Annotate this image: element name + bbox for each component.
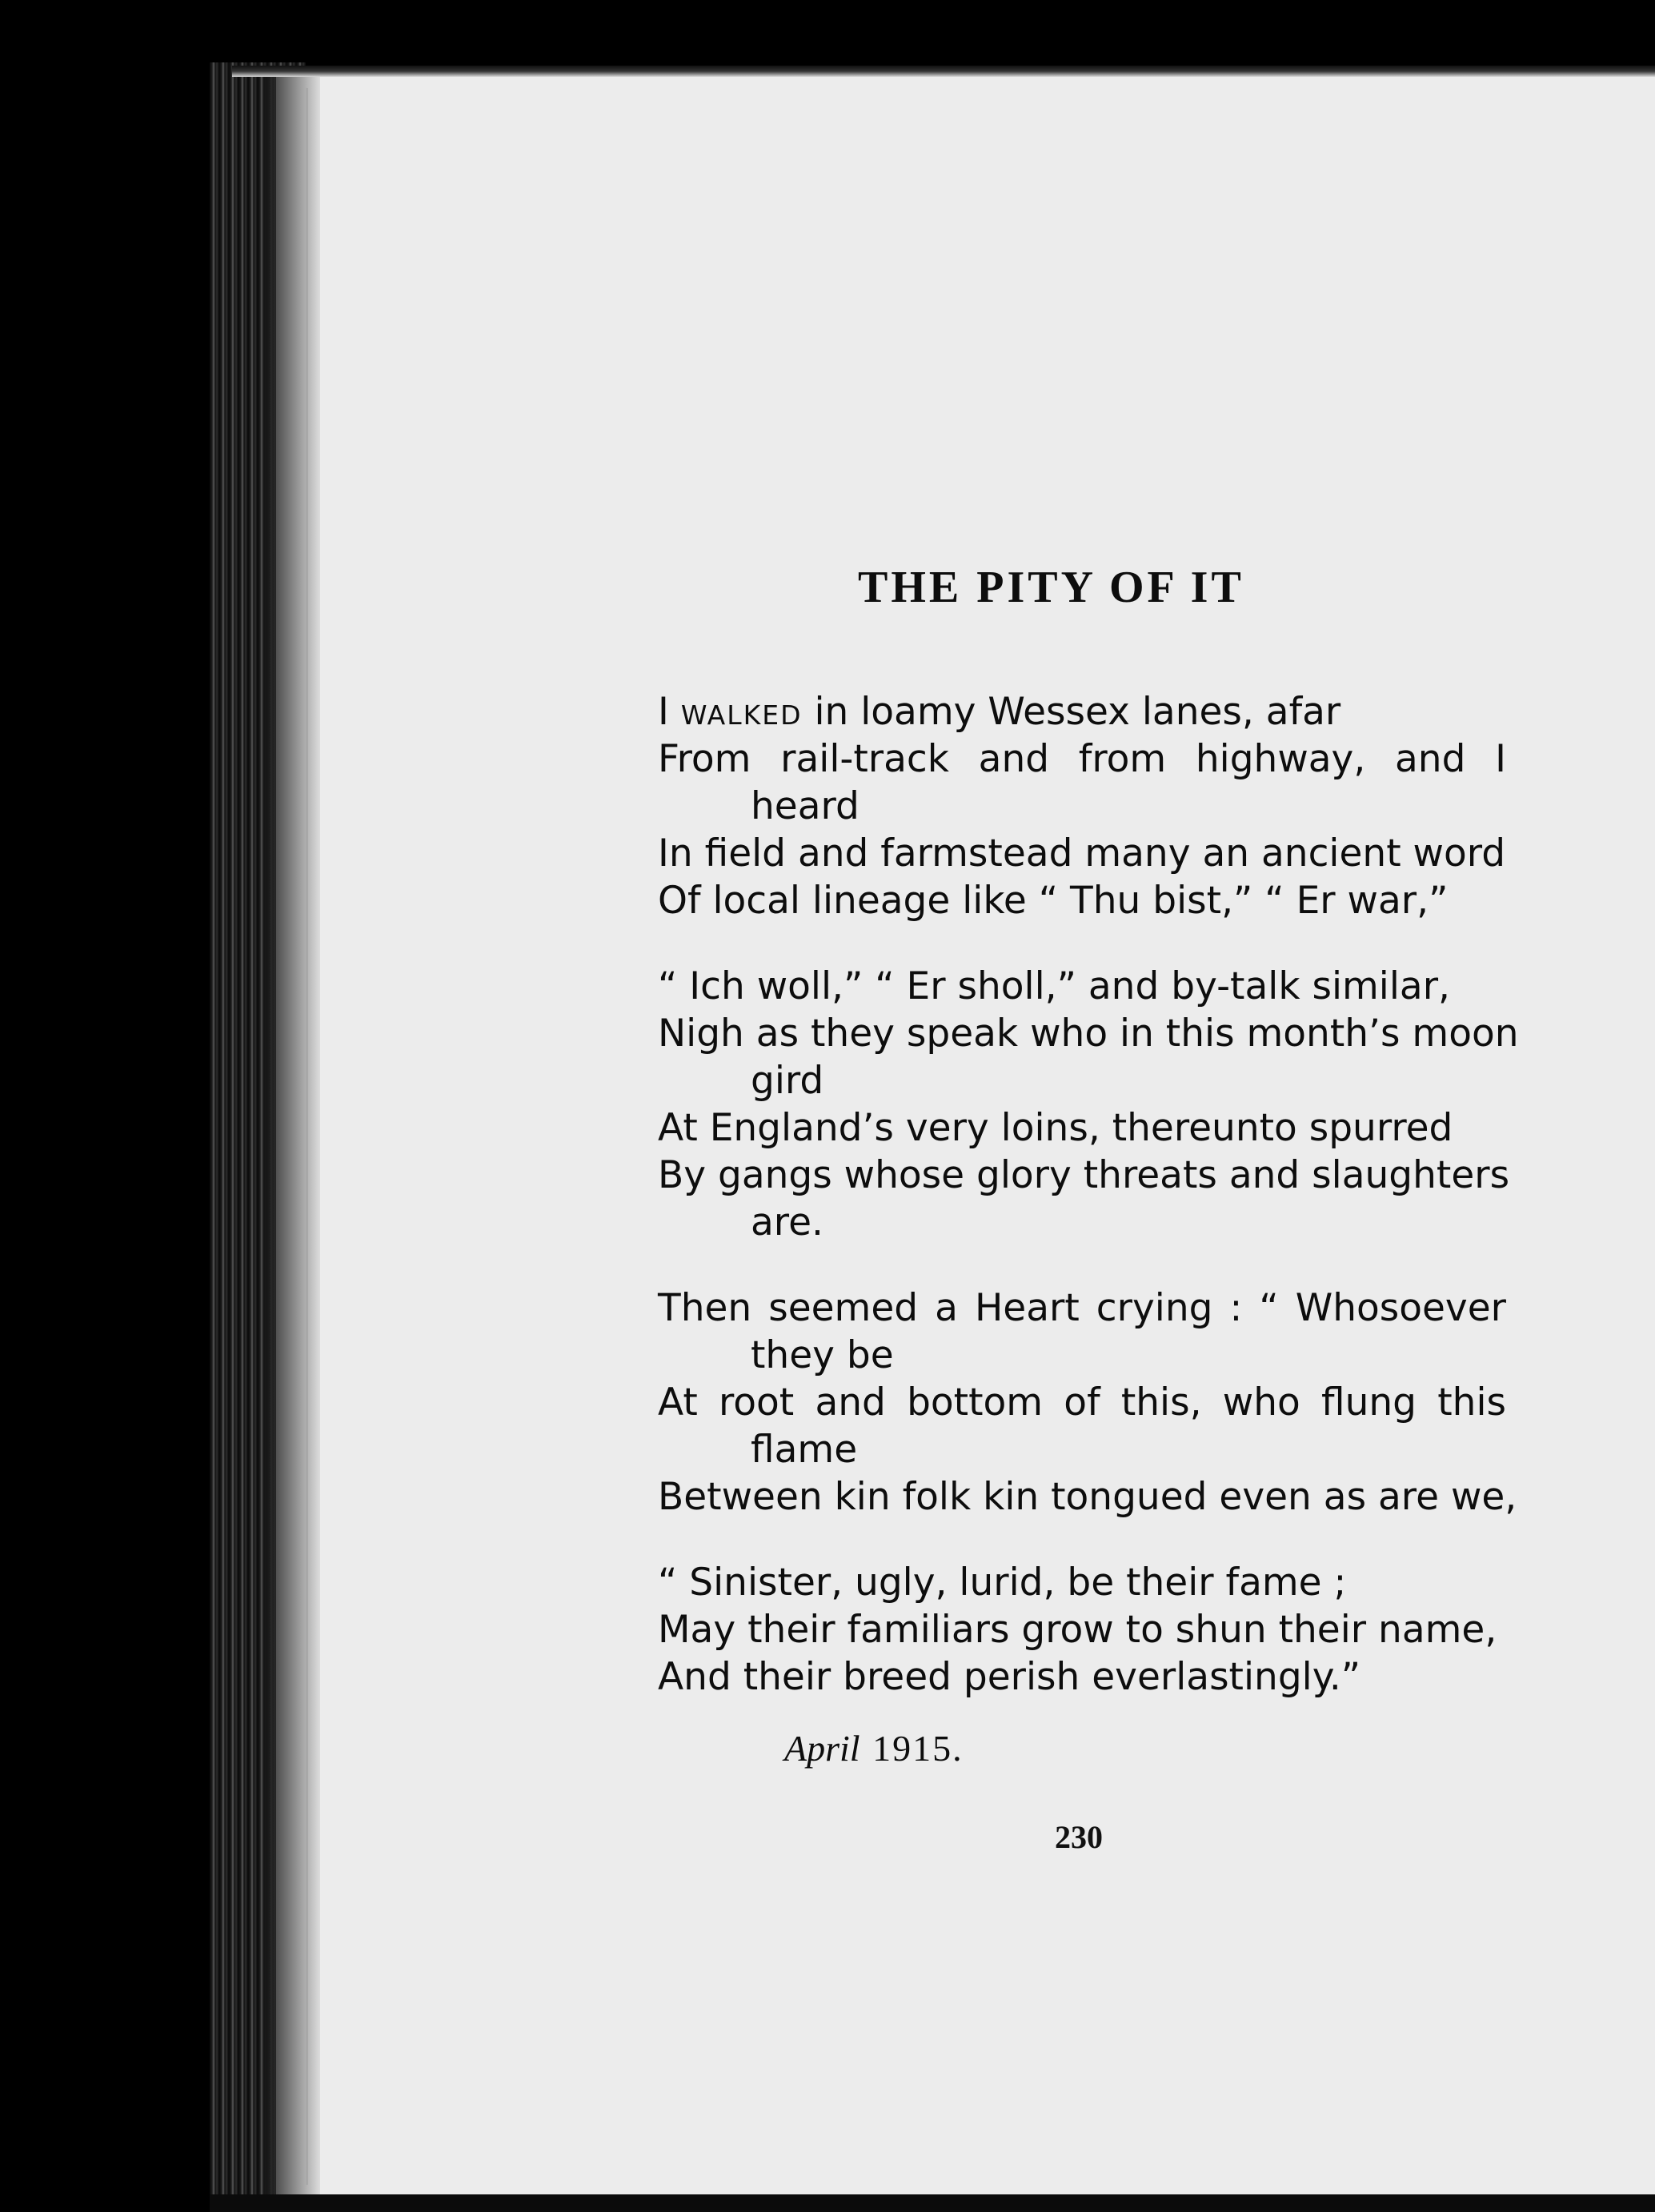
line-lead: I [658, 690, 681, 734]
stanza-3 [658, 1284, 1517, 1521]
poem-line: At England’s very loins, thereunto spurred [658, 1106, 1453, 1150]
page-bottom-edge [210, 2194, 1655, 2212]
poem-line: And their breed perish everlastingly.” [658, 1655, 1361, 1699]
line-small-caps: walked [680, 690, 803, 734]
poem-line: Then seemed a Heart crying : “ Whosoever [658, 1286, 1506, 1330]
date-month: April [784, 1728, 860, 1769]
stanza-1 [658, 688, 1506, 924]
poem-line: Nigh as they speak who in this month’s moon [658, 1012, 1519, 1056]
poem-line: Of local lineage like “ Thu bist,” “ Er war,” [658, 879, 1449, 923]
stanza-break [658, 1246, 1506, 1284]
poem-title: THE PITY OF IT [858, 563, 1244, 612]
poem-line: From rail-track and from highway, and I [658, 737, 1506, 781]
poem-line: “ Ich woll,” “ Er sholl,” and by-talk similar, [658, 964, 1450, 1008]
poem-line: In field and farmstead many an ancient word [658, 832, 1506, 876]
poem-line [658, 688, 1506, 735]
poem-line: At root and bottom of this, who flung this [658, 1380, 1506, 1425]
stanza-4 [658, 1559, 1506, 1701]
page-edge-shadow [264, 74, 320, 2194]
page-top-edge [232, 66, 1655, 77]
stanza-2 [658, 963, 1519, 1246]
poem-line: “ Sinister, ugly, lurid, be their fame ; [658, 1561, 1347, 1605]
stanza-break [658, 1521, 1506, 1559]
poem-line-continuation: are. [751, 1200, 823, 1244]
stanza-break [658, 924, 1506, 963]
poem-line: By gangs whose glory threats and slaughters [658, 1153, 1510, 1197]
poem-date [784, 1727, 964, 1769]
poem-line-continuation: flame [751, 1428, 858, 1472]
gutter-line [306, 88, 308, 2185]
poem-line: May their familiars grow to shun their name, [658, 1608, 1497, 1652]
poem-line: Between kin folk kin tongued even as are we, [658, 1475, 1517, 1519]
line-text: in loamy Wessex lanes, afar [802, 690, 1341, 734]
poem-line-continuation: heard [751, 784, 860, 828]
poem-line-continuation: they be [751, 1333, 894, 1377]
poem-body [658, 688, 1519, 1701]
poem-line-continuation: gird [751, 1059, 824, 1103]
page-number: 230 [1055, 1819, 1103, 1855]
date-year: 1915. [872, 1728, 964, 1769]
